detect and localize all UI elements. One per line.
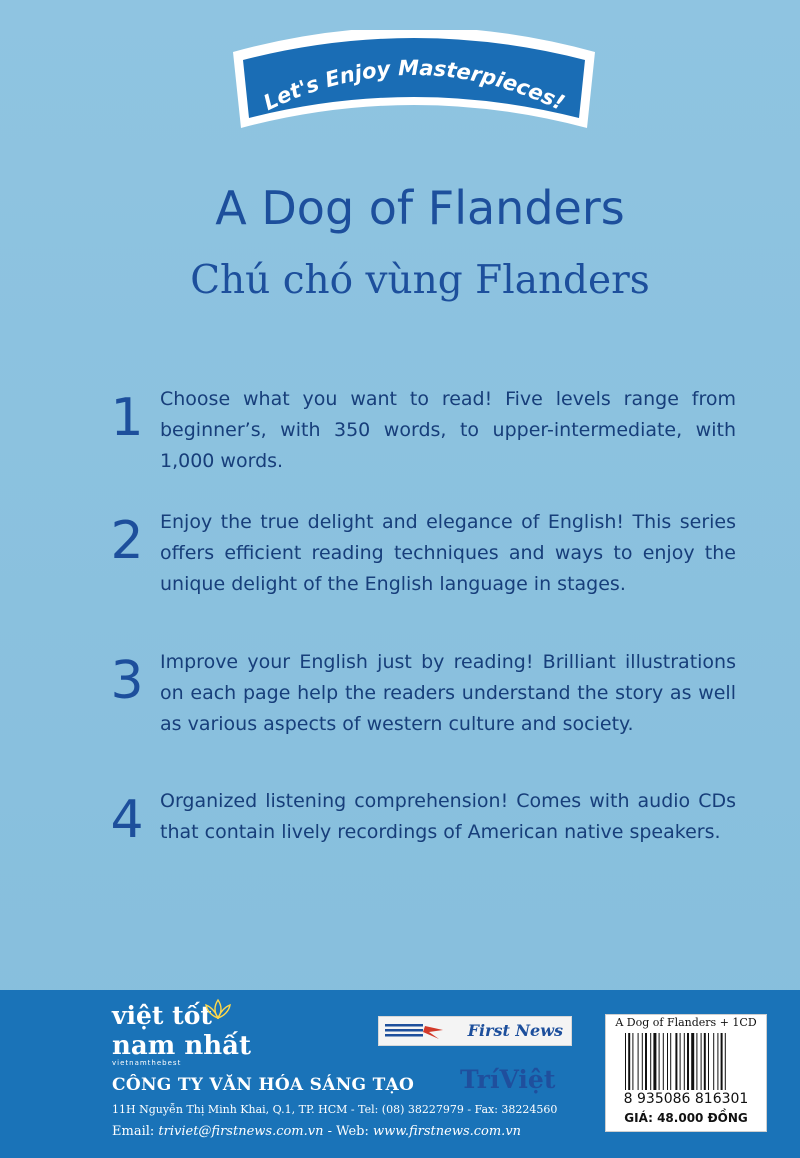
web-link[interactable]: www.firstnews.com.vn — [373, 1124, 522, 1139]
feature-item — [104, 786, 744, 916]
book-subtitle: Chú chó vùng Flanders — [190, 258, 650, 303]
logo-line-1: việt tốt — [112, 1001, 212, 1030]
barcode-title: A Dog of Flanders + 1CD — [615, 1016, 757, 1029]
logo-line-2: nam nhất — [112, 1031, 251, 1061]
email-link[interactable]: triviet@firstnews.com.vn — [158, 1124, 324, 1139]
feature-number: 3 — [110, 651, 144, 711]
feature-text: Enjoy the true delight and elegance of English! This series offers efficient reading techniques and ways to enjoy the unique delight of the English language in stages. — [160, 511, 736, 595]
series-banner-text: Let's Enjoy Masterpieces! — [259, 55, 569, 116]
feature-item — [104, 507, 744, 637]
first-news-logo — [378, 1016, 572, 1046]
feature-text: Improve your English just by reading! Brilliant illustrations on each page help the readers understand the story as well as various aspects of western culture and society. — [160, 651, 736, 735]
price-label: GIÁ: 48.000 ĐỒNG — [624, 1111, 748, 1125]
feature-text: Choose what you want to read! Five levels range from beginner’s, with 350 words, to upper-intermediate, with 1,000 words. — [160, 388, 736, 472]
feature-item — [104, 647, 744, 777]
web-label: - Web: — [327, 1124, 369, 1139]
series-banner — [225, 30, 603, 138]
first-news-text: First News — [467, 1021, 563, 1040]
email-label: Email: — [112, 1124, 155, 1139]
feature-number: 1 — [110, 388, 144, 448]
lotus-icon — [202, 998, 234, 1020]
feature-item — [104, 384, 744, 514]
company-brand: TríViệt — [460, 1065, 556, 1094]
book-title: A Dog of Flanders — [215, 181, 625, 235]
barcode-number: 8 935086 816301 — [623, 1091, 749, 1107]
barcode-box — [605, 1014, 767, 1132]
first-news-mark-icon — [385, 1022, 465, 1040]
barcode-icon — [623, 1033, 765, 1090]
company-contact — [112, 1123, 521, 1141]
company-name: CÔNG TY VĂN HÓA SÁNG TẠO — [112, 1075, 415, 1095]
feature-number: 4 — [110, 790, 144, 850]
company-address: 11H Nguyễn Thị Minh Khai, Q.1, TP. HCM - Tel: (08) 38227979 - Fax: 38224560 — [112, 1103, 558, 1116]
logo-tagline: vietnamthebest — [112, 1059, 182, 1067]
publisher-strip — [0, 990, 800, 1158]
feature-number: 2 — [110, 511, 144, 571]
viet-tot-nam-nhat-logo — [112, 1001, 262, 1067]
feature-text: Organized listening comprehension! Comes with audio CDs that contain lively recordings of American native speakers. — [160, 790, 736, 843]
